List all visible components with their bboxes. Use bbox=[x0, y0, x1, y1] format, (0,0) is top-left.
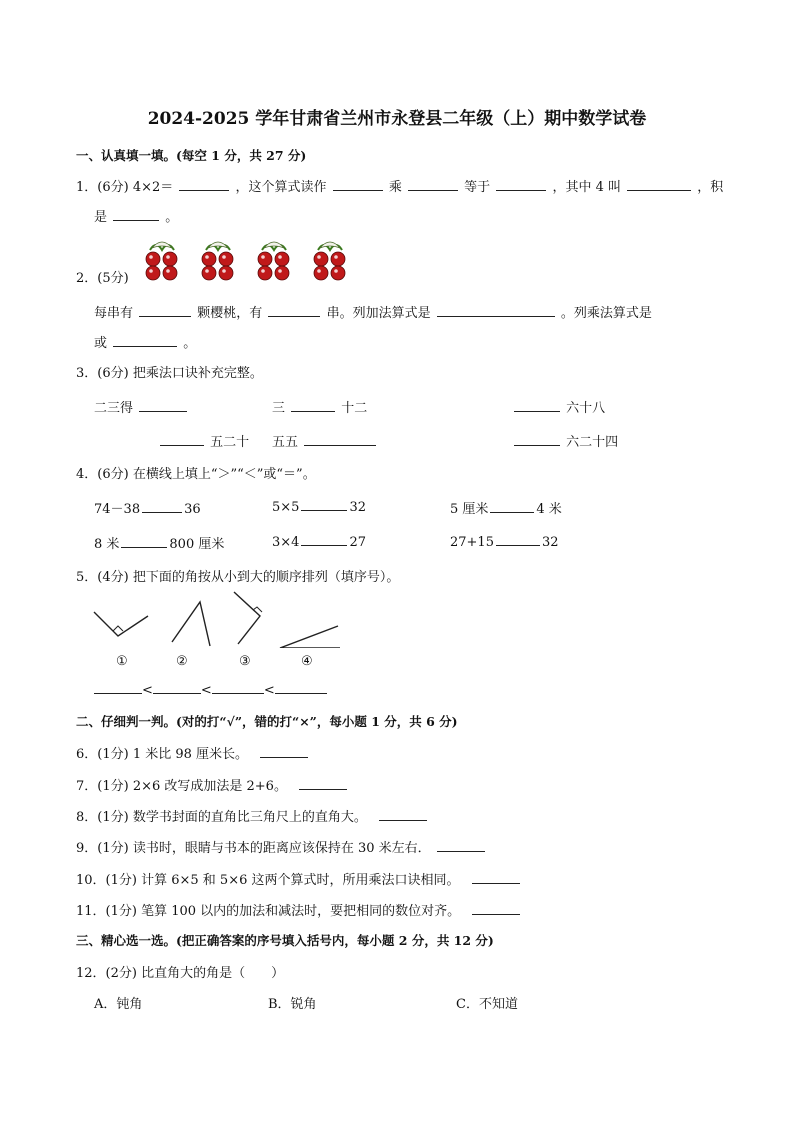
answer-blank[interactable] bbox=[301, 498, 347, 511]
answer-blank[interactable] bbox=[472, 902, 520, 915]
question-7 bbox=[76, 775, 349, 794]
answer-blank[interactable] bbox=[212, 681, 264, 694]
q2-text: 或 bbox=[94, 336, 108, 351]
q2-text: 每串有 bbox=[94, 306, 134, 321]
q3-text: 五五 bbox=[272, 435, 299, 450]
answer-blank[interactable] bbox=[299, 777, 347, 790]
angle-label-3: ③ bbox=[239, 654, 251, 669]
q4-text: 3×4 bbox=[272, 535, 300, 550]
judge-text: 10．(1分) 计算 6×5 和 5×6 这两个算式时，所用乘法口诀相同。 bbox=[76, 873, 460, 888]
question-10 bbox=[76, 869, 522, 888]
q4-text: 27+15 bbox=[450, 535, 494, 550]
answer-blank[interactable] bbox=[160, 433, 204, 446]
angle-4-shape bbox=[280, 626, 340, 648]
cherry-bunch-icon bbox=[258, 242, 289, 280]
question-11 bbox=[76, 900, 522, 919]
q1-text: 。 bbox=[165, 210, 179, 225]
question-2-line2 bbox=[94, 332, 196, 351]
question-5-head: 5．(4分) 把下面的角按从小到大的顺序排列（填序号）。 bbox=[76, 570, 400, 585]
page-title: 2024-2025 学年甘肃省兰州市永登县二年级（上）期中数学试卷 bbox=[147, 109, 647, 129]
q4-text: 5×5 bbox=[272, 500, 300, 515]
cherry-bunch-icon bbox=[202, 242, 233, 280]
judge-text: 9．(1分) 读书时，眼睛与书本的距离应该保持在 30 米左右． bbox=[76, 841, 431, 856]
q3-text: 二三得 bbox=[94, 401, 134, 416]
question-9 bbox=[76, 837, 487, 856]
q1-text: 1．(6分) 4×2＝ bbox=[76, 180, 174, 195]
q4-item bbox=[272, 498, 366, 515]
angle-3-shape bbox=[234, 592, 260, 644]
q3-text: 十二 bbox=[341, 401, 368, 416]
option-b[interactable]: B．锐角 bbox=[268, 997, 317, 1012]
answer-blank[interactable] bbox=[139, 304, 191, 317]
judge-text: 7．(1分) 2×6 改写成加法是 2+6。 bbox=[76, 779, 287, 794]
q3-item bbox=[512, 431, 618, 450]
answer-blank[interactable] bbox=[437, 304, 555, 317]
question-8 bbox=[76, 806, 429, 825]
answer-blank[interactable] bbox=[333, 178, 383, 191]
q3-text: 三 bbox=[272, 401, 286, 416]
answer-blank[interactable] bbox=[301, 533, 347, 546]
less-than-sign: < bbox=[142, 683, 153, 698]
section-heading-choice: 三、精心选一选。(把正确答案的序号填入括号内，每小题 2 分，共 12 分) bbox=[76, 933, 494, 948]
q3-item bbox=[94, 397, 189, 416]
question-2-head: 2．(5分) bbox=[76, 271, 129, 286]
question-1-line2 bbox=[94, 206, 178, 225]
q4-text: 8 米 bbox=[94, 537, 120, 552]
answer-blank[interactable] bbox=[496, 178, 546, 191]
q1-text: 乘 bbox=[388, 180, 402, 195]
q2-text: 串。列加法算式是 bbox=[326, 306, 431, 321]
q3-text: 六十八 bbox=[566, 401, 606, 416]
option-c[interactable]: C．不知道 bbox=[456, 997, 518, 1012]
q4-text: 5 厘米 bbox=[450, 502, 489, 517]
answer-blank[interactable] bbox=[291, 399, 335, 412]
q3-item bbox=[272, 397, 367, 416]
question-12: 12．(2分) 比直角大的角是（ ） bbox=[76, 966, 285, 981]
answer-blank[interactable] bbox=[113, 334, 177, 347]
q3-item bbox=[158, 431, 249, 450]
q3-item bbox=[512, 397, 605, 416]
question-2-line1 bbox=[94, 302, 652, 321]
answer-blank[interactable] bbox=[514, 399, 560, 412]
answer-blank[interactable] bbox=[496, 533, 540, 546]
less-than-sign: < bbox=[263, 683, 275, 698]
answer-blank[interactable] bbox=[260, 745, 308, 758]
angle-1-shape bbox=[94, 612, 148, 636]
q4-text: 36 bbox=[184, 502, 201, 517]
answer-blank[interactable] bbox=[379, 808, 427, 821]
q2-text: 。 bbox=[183, 336, 197, 351]
q3-text: 五二十 bbox=[210, 435, 250, 450]
judge-text: 8．(1分) 数学书封面的直角比三角尺上的直角大。 bbox=[76, 810, 367, 825]
angles-figure bbox=[88, 588, 358, 648]
judge-text: 11．(1分) 笔算 100 以内的加法和减法时，要把相同的数位对齐。 bbox=[76, 904, 461, 919]
section-heading-fill: 一、认真填一填。(每空 1 分，共 27 分) bbox=[76, 148, 307, 163]
q4-text: 74－38 bbox=[94, 502, 141, 517]
q4-item bbox=[272, 533, 366, 550]
angle-2-shape bbox=[172, 602, 210, 646]
q1-text: ，这个算式读作 bbox=[235, 180, 327, 195]
q2-text: 颗樱桃，有 bbox=[197, 306, 263, 321]
q1-text: ，积 bbox=[697, 180, 724, 195]
q3-text: 六二十四 bbox=[566, 435, 619, 450]
answer-blank[interactable] bbox=[275, 681, 327, 694]
answer-blank[interactable] bbox=[94, 681, 142, 694]
cherry-bunch-icon bbox=[146, 242, 177, 280]
question-3-head: 3．(6分) 把乘法口诀补充完整。 bbox=[76, 366, 263, 381]
q4-item bbox=[94, 533, 224, 552]
q1-text: 是 bbox=[94, 210, 108, 225]
q4-text: 800 厘米 bbox=[169, 537, 225, 552]
answer-blank[interactable] bbox=[153, 681, 201, 694]
answer-blank[interactable] bbox=[514, 433, 560, 446]
q2-text: 。列乘法算式是 bbox=[560, 306, 652, 321]
answer-blank[interactable] bbox=[472, 871, 520, 884]
question-1-line1 bbox=[76, 176, 723, 195]
answer-blank[interactable] bbox=[627, 178, 691, 191]
answer-blank[interactable] bbox=[437, 839, 485, 852]
q4-item bbox=[450, 533, 559, 550]
option-a[interactable]: A．钝角 bbox=[94, 997, 143, 1012]
answer-blank[interactable] bbox=[139, 399, 187, 412]
angle-label-4: ④ bbox=[301, 654, 313, 669]
q4-text: 27 bbox=[349, 535, 366, 550]
q1-text: ，其中 4 叫 bbox=[552, 180, 621, 195]
cherry-bunch-icon bbox=[314, 242, 345, 280]
answer-blank[interactable] bbox=[408, 178, 458, 191]
question-4-head: 4．(6分) 在横线上填上“＞”“＜”或“＝”。 bbox=[76, 467, 316, 482]
question-6 bbox=[76, 743, 310, 762]
less-than-sign: < bbox=[200, 683, 212, 698]
answer-blank[interactable] bbox=[304, 433, 376, 446]
q3-item bbox=[272, 431, 378, 450]
q4-text: 4 米 bbox=[536, 502, 562, 517]
answer-blank[interactable] bbox=[268, 304, 320, 317]
section-heading-judge: 二、仔细判一判。(对的打“√”，错的打“×”，每小题 1 分，共 6 分) bbox=[76, 714, 458, 729]
q4-item bbox=[94, 498, 201, 517]
answer-blank[interactable] bbox=[121, 535, 167, 548]
angle-label-1: ① bbox=[116, 654, 128, 669]
q1-text: 等于 bbox=[464, 180, 491, 195]
answer-blank[interactable] bbox=[113, 208, 159, 221]
q4-item bbox=[450, 498, 562, 517]
cherries-image bbox=[140, 236, 360, 282]
answer-blank[interactable] bbox=[490, 500, 534, 513]
angle-label-2: ② bbox=[176, 654, 188, 669]
judge-text: 6．(1分) 1 米比 98 厘米长。 bbox=[76, 747, 249, 762]
answer-blank[interactable] bbox=[142, 500, 182, 513]
q4-text: 32 bbox=[541, 535, 559, 550]
q5-order-line bbox=[94, 681, 327, 698]
answer-blank[interactable] bbox=[179, 178, 229, 191]
q4-text: 32 bbox=[349, 500, 366, 515]
